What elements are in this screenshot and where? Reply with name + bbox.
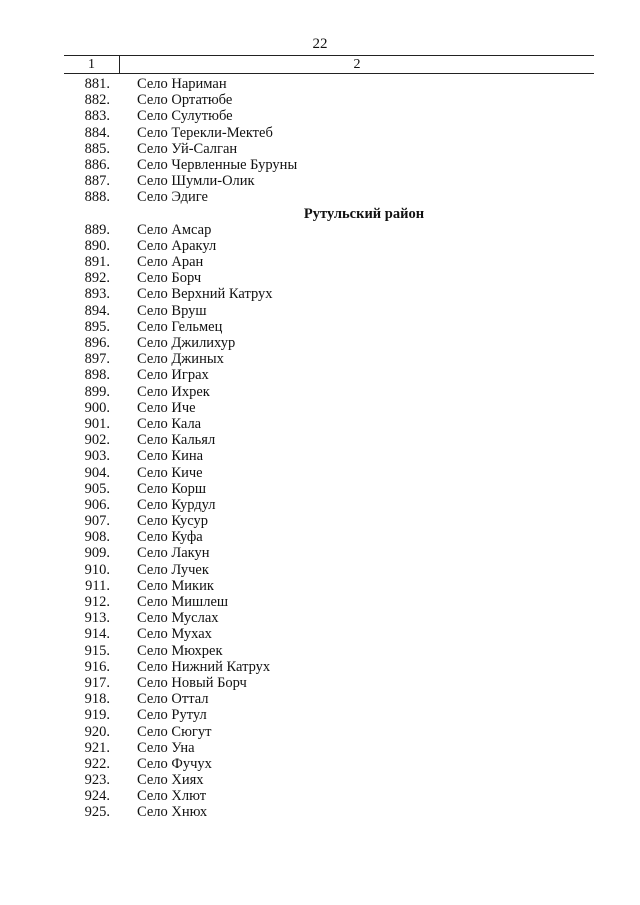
item-number: 911. <box>85 577 110 594</box>
list-item <box>0 465 640 481</box>
settlement-name: Село Лакун <box>137 545 210 562</box>
settlement-name: Село Кина <box>137 448 204 465</box>
settlement-name: Село Уй-Салган <box>137 140 238 157</box>
list-item <box>0 384 640 400</box>
list-item <box>0 367 640 383</box>
settlement-name: Село Аран <box>137 254 204 271</box>
settlement-name: Село Борч <box>137 270 202 287</box>
settlement-name: Село Муслах <box>137 610 219 627</box>
item-number: 918. <box>84 691 110 708</box>
list-item <box>0 319 640 335</box>
settlement-name: Село Хиях <box>137 772 204 789</box>
item-number: 913. <box>84 610 110 627</box>
item-number: 920. <box>84 723 110 740</box>
list-item <box>0 157 640 173</box>
item-number: 922. <box>84 755 110 772</box>
settlement-name: Село Гельмец <box>137 318 223 335</box>
settlement-name: Село Червленные Буруны <box>137 156 298 173</box>
item-number: 919. <box>84 707 110 724</box>
item-number: 891. <box>84 254 110 271</box>
settlement-name: Село Мухах <box>137 626 212 643</box>
list-item <box>0 481 640 497</box>
item-number: 882. <box>84 92 110 109</box>
column-header <box>64 55 594 74</box>
settlement-name: Село Кальял <box>137 432 216 449</box>
list-item <box>0 788 640 804</box>
settlement-name: Село Фучух <box>137 755 212 772</box>
list-item <box>0 772 640 788</box>
settlement-name: Село Кусур <box>137 513 208 530</box>
item-number: 890. <box>84 237 110 254</box>
item-number: 914. <box>84 626 110 643</box>
settlement-name: Село Курдул <box>137 496 216 513</box>
item-number: 896. <box>84 335 110 351</box>
settlement-name: Село Эдиге <box>137 189 208 206</box>
list-item <box>0 756 640 772</box>
list-item <box>0 141 640 157</box>
item-number: 883. <box>84 108 110 125</box>
item-number: 895. <box>84 318 110 335</box>
list-item <box>0 513 640 529</box>
list-item <box>0 416 640 432</box>
item-number: 901. <box>84 415 110 432</box>
item-number: 907. <box>84 513 110 530</box>
item-number: 884. <box>84 124 110 141</box>
list-item <box>0 254 640 270</box>
item-number: 923. <box>84 772 110 789</box>
list-item <box>0 724 640 740</box>
settlement-name: Село Нариман <box>137 76 227 92</box>
list-item <box>0 303 640 319</box>
list-item <box>0 92 640 108</box>
settlement-name: Село Микик <box>137 577 214 594</box>
settlement-name: Село Корш <box>137 480 207 497</box>
item-number: 917. <box>84 674 110 691</box>
settlement-name: Село Мюхрек <box>137 642 223 659</box>
list-item <box>0 108 640 124</box>
list-item <box>0 804 640 820</box>
column-header-1: 1 <box>88 57 95 72</box>
item-number: 889. <box>84 221 110 238</box>
list-item <box>0 497 640 513</box>
settlement-name: Село Верхний Катрух <box>137 286 273 303</box>
item-number: 881. <box>84 76 110 92</box>
list-item <box>0 76 640 92</box>
settlement-name: Село Оттал <box>137 691 209 708</box>
item-number: 910. <box>84 561 110 578</box>
item-number: 908. <box>84 529 110 546</box>
item-number: 915. <box>84 642 110 659</box>
settlement-name: Село Играх <box>137 367 209 384</box>
item-number: 892. <box>84 270 110 287</box>
item-number: 898. <box>84 367 110 384</box>
settlement-name: Село Киче <box>137 464 203 481</box>
settlement-name: Село Вруш <box>137 302 207 319</box>
item-number: 887. <box>84 173 110 190</box>
item-number: 885. <box>84 140 110 157</box>
list-item <box>0 335 640 351</box>
settlement-name: Село Аракул <box>137 237 217 254</box>
list-item <box>0 691 640 707</box>
list-item <box>0 740 640 756</box>
list-item <box>0 238 640 254</box>
list-item <box>0 659 640 675</box>
settlement-name: Село Ихрек <box>137 383 210 400</box>
list-item <box>0 351 640 367</box>
item-number: 893. <box>84 286 110 303</box>
column-header-2: 2 <box>353 57 361 72</box>
settlement-name: Село Кала <box>137 415 202 432</box>
settlement-name: Село Терекли-Мектеб <box>137 124 273 141</box>
settlement-name: Село Мишлеш <box>137 594 229 610</box>
list-item <box>0 286 640 302</box>
item-number: 886. <box>84 156 110 173</box>
item-number: 897. <box>84 351 110 368</box>
settlement-name: Село Лучек <box>137 561 209 578</box>
list-item <box>0 270 640 286</box>
item-number: 921. <box>84 739 110 756</box>
district-title: Рутульский район <box>303 205 425 222</box>
page-number: 22 <box>312 36 328 52</box>
list-item <box>0 545 640 561</box>
item-number: 903. <box>84 448 110 465</box>
settlement-name: Село Джиных <box>137 351 224 368</box>
settlement-name: Село Новый Борч <box>137 674 247 691</box>
list-item <box>0 610 640 626</box>
item-number: 900. <box>84 399 110 416</box>
list-item <box>0 562 640 578</box>
list-item <box>0 675 640 691</box>
list-item <box>0 432 640 448</box>
item-number: 912. <box>84 594 110 610</box>
district-heading <box>0 206 640 222</box>
item-number: 899. <box>84 383 110 400</box>
list-item <box>0 707 640 723</box>
settlement-name: Село Хнюх <box>137 804 208 821</box>
list-item <box>0 448 640 464</box>
item-number: 924. <box>84 788 110 805</box>
list-item <box>0 529 640 545</box>
settlement-name: Село Сулутюбе <box>137 108 233 125</box>
list-item <box>0 626 640 642</box>
item-number: 888. <box>84 189 110 206</box>
list-item <box>0 578 640 594</box>
list-item <box>0 173 640 189</box>
list-item <box>0 222 640 238</box>
settlement-name: Село Амсар <box>137 221 212 238</box>
item-number: 905. <box>84 480 110 497</box>
item-number: 894. <box>84 302 110 319</box>
item-number: 906. <box>84 496 110 513</box>
item-number: 902. <box>84 432 110 449</box>
list-item <box>0 643 640 659</box>
settlement-name: Село Рутул <box>137 707 207 724</box>
list-item <box>0 400 640 416</box>
settlement-name: Село Джилихур <box>137 335 236 351</box>
list-item <box>0 189 640 205</box>
item-number: 904. <box>84 464 110 481</box>
settlement-name: Село Куфа <box>137 529 203 546</box>
item-number: 909. <box>84 545 110 562</box>
settlement-name: Село Нижний Катрух <box>137 658 271 675</box>
settlement-name: Село Сюгут <box>137 723 212 740</box>
settlement-list <box>0 76 640 821</box>
list-item <box>0 125 640 141</box>
settlement-name: Село Шумли-Олик <box>137 173 255 190</box>
list-item <box>0 594 640 610</box>
settlement-name: Село Хлют <box>137 788 207 805</box>
item-number: 916. <box>84 658 110 675</box>
item-number: 925. <box>84 804 110 821</box>
settlement-name: Село Уна <box>137 739 195 756</box>
settlement-name: Село Ортатюбе <box>137 92 233 109</box>
settlement-name: Село Иче <box>137 399 196 416</box>
